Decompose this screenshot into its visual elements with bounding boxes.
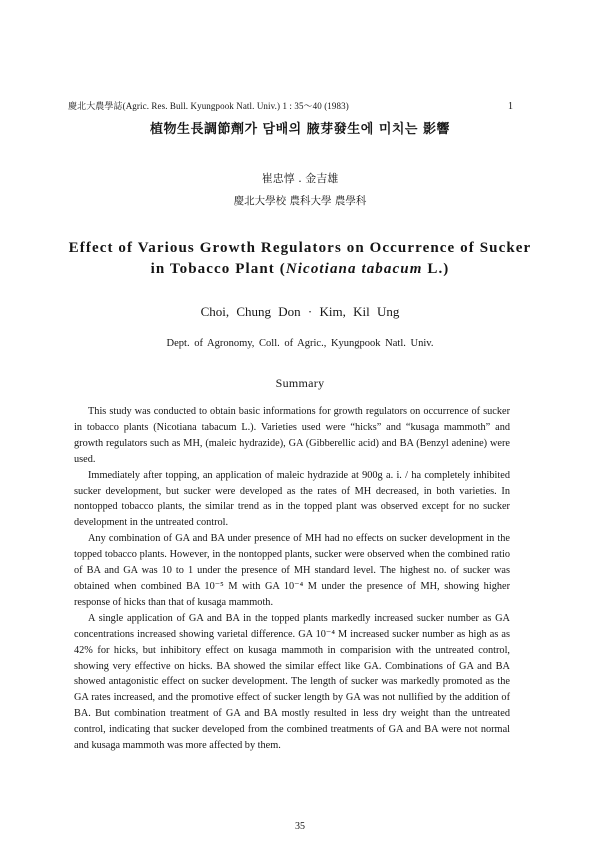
page-number-bottom: 35 (295, 821, 305, 832)
korean-title: 植物生長調節劑가 담배의 腋芽發生에 미치는 影響 (149, 122, 451, 137)
summary-paragraph-2: Immediately after topping, an application of maleic hydrazide at 900g a. i. / ha completely inhibited sucker development, but sucker were developed as the rates of MH decreased, in both varieties. In nontopped tobacco plants, the similar trend as in the topped plant was observed except for no sucker development in the untreated control. (74, 469, 510, 529)
english-title-line-2-post: L.) (422, 261, 450, 277)
english-authors: Choi, Chung Don · Kim, Kil Ung (200, 304, 400, 319)
english-title-line-2 (0, 259, 600, 280)
page-number-top: 1 (508, 101, 513, 112)
english-affiliation: Dept. of Agronomy, Coll. of Agric., Kyungpook Natl. Univ. (166, 338, 434, 349)
summary-paragraph-1: This study was conducted to obtain basic informations for growth regulators on occurrence of sucker in tobacco plants (Nicotiana tabacum L.). Varieties used were “hicks” and “kusaga mammoth” and growth regulators such as MH, (maleic hydrazide), GA (Gibberellic acid) and BA (Benzyl adenine) were used. (74, 406, 510, 465)
english-title (0, 238, 600, 280)
summary-heading: Summary (275, 376, 325, 390)
summary-paragraph-4: A single application of GA and BA in the topped plants markedly increased sucker number as GA concentrations increased showing varietal difference. GA 10⁻⁴ M increased sucker number as high as as 42% for hicks, but inhibitory effect on kusaga mammoth in comparision with the untreated control, showing very effective on hicks. BA showed the similar effect like GA. Combinations of GA and BA showed antagonistic effect on sucker development. The length of sucker was markedly promoted as the GA rates increased, and the promotive effect of sucker length by GA was not nullified by the addition of BA. But combination treatment of GA and BA mostly resulted in less dry weight than the untreated control, indicating that sucker developed from the combined treatments of GA and BA were not normal and kusaga mammoth was more affected by them. (74, 612, 510, 752)
english-title-line-2-pre: in Tobacco Plant ( (150, 261, 286, 277)
summary-paragraph-3: Any combination of GA and BA under presence of MH had no effects on sucker development in the topped tobacco plants. However, in the nontopped plants, sucker were observed when the combined ratio of BA and GA was 10 to 1 under the presence of MH standard level. The highest no. of sucker was obtained when combined BA 10⁻⁵ M with GA 10⁻⁴ M under the presence of MH, showing higher response of hicks than that of kusaga mammoth. (74, 533, 510, 608)
summary-body (74, 404, 510, 754)
english-title-line-1: Effect of Various Growth Regulators on Occurrence of Sucker (68, 240, 532, 256)
korean-authors: 崔忠惇 . 金吉雄 (261, 172, 339, 185)
running-head: 慶北大農學誌(Agric. Res. Bull. Kyungpook Natl. Univ.) 1 : 35～40 (1983) (68, 101, 349, 111)
scientific-name: Nicotiana tabacum (285, 261, 423, 277)
korean-affiliation: 慶北大學校 農科大學 農學科 (233, 195, 367, 207)
